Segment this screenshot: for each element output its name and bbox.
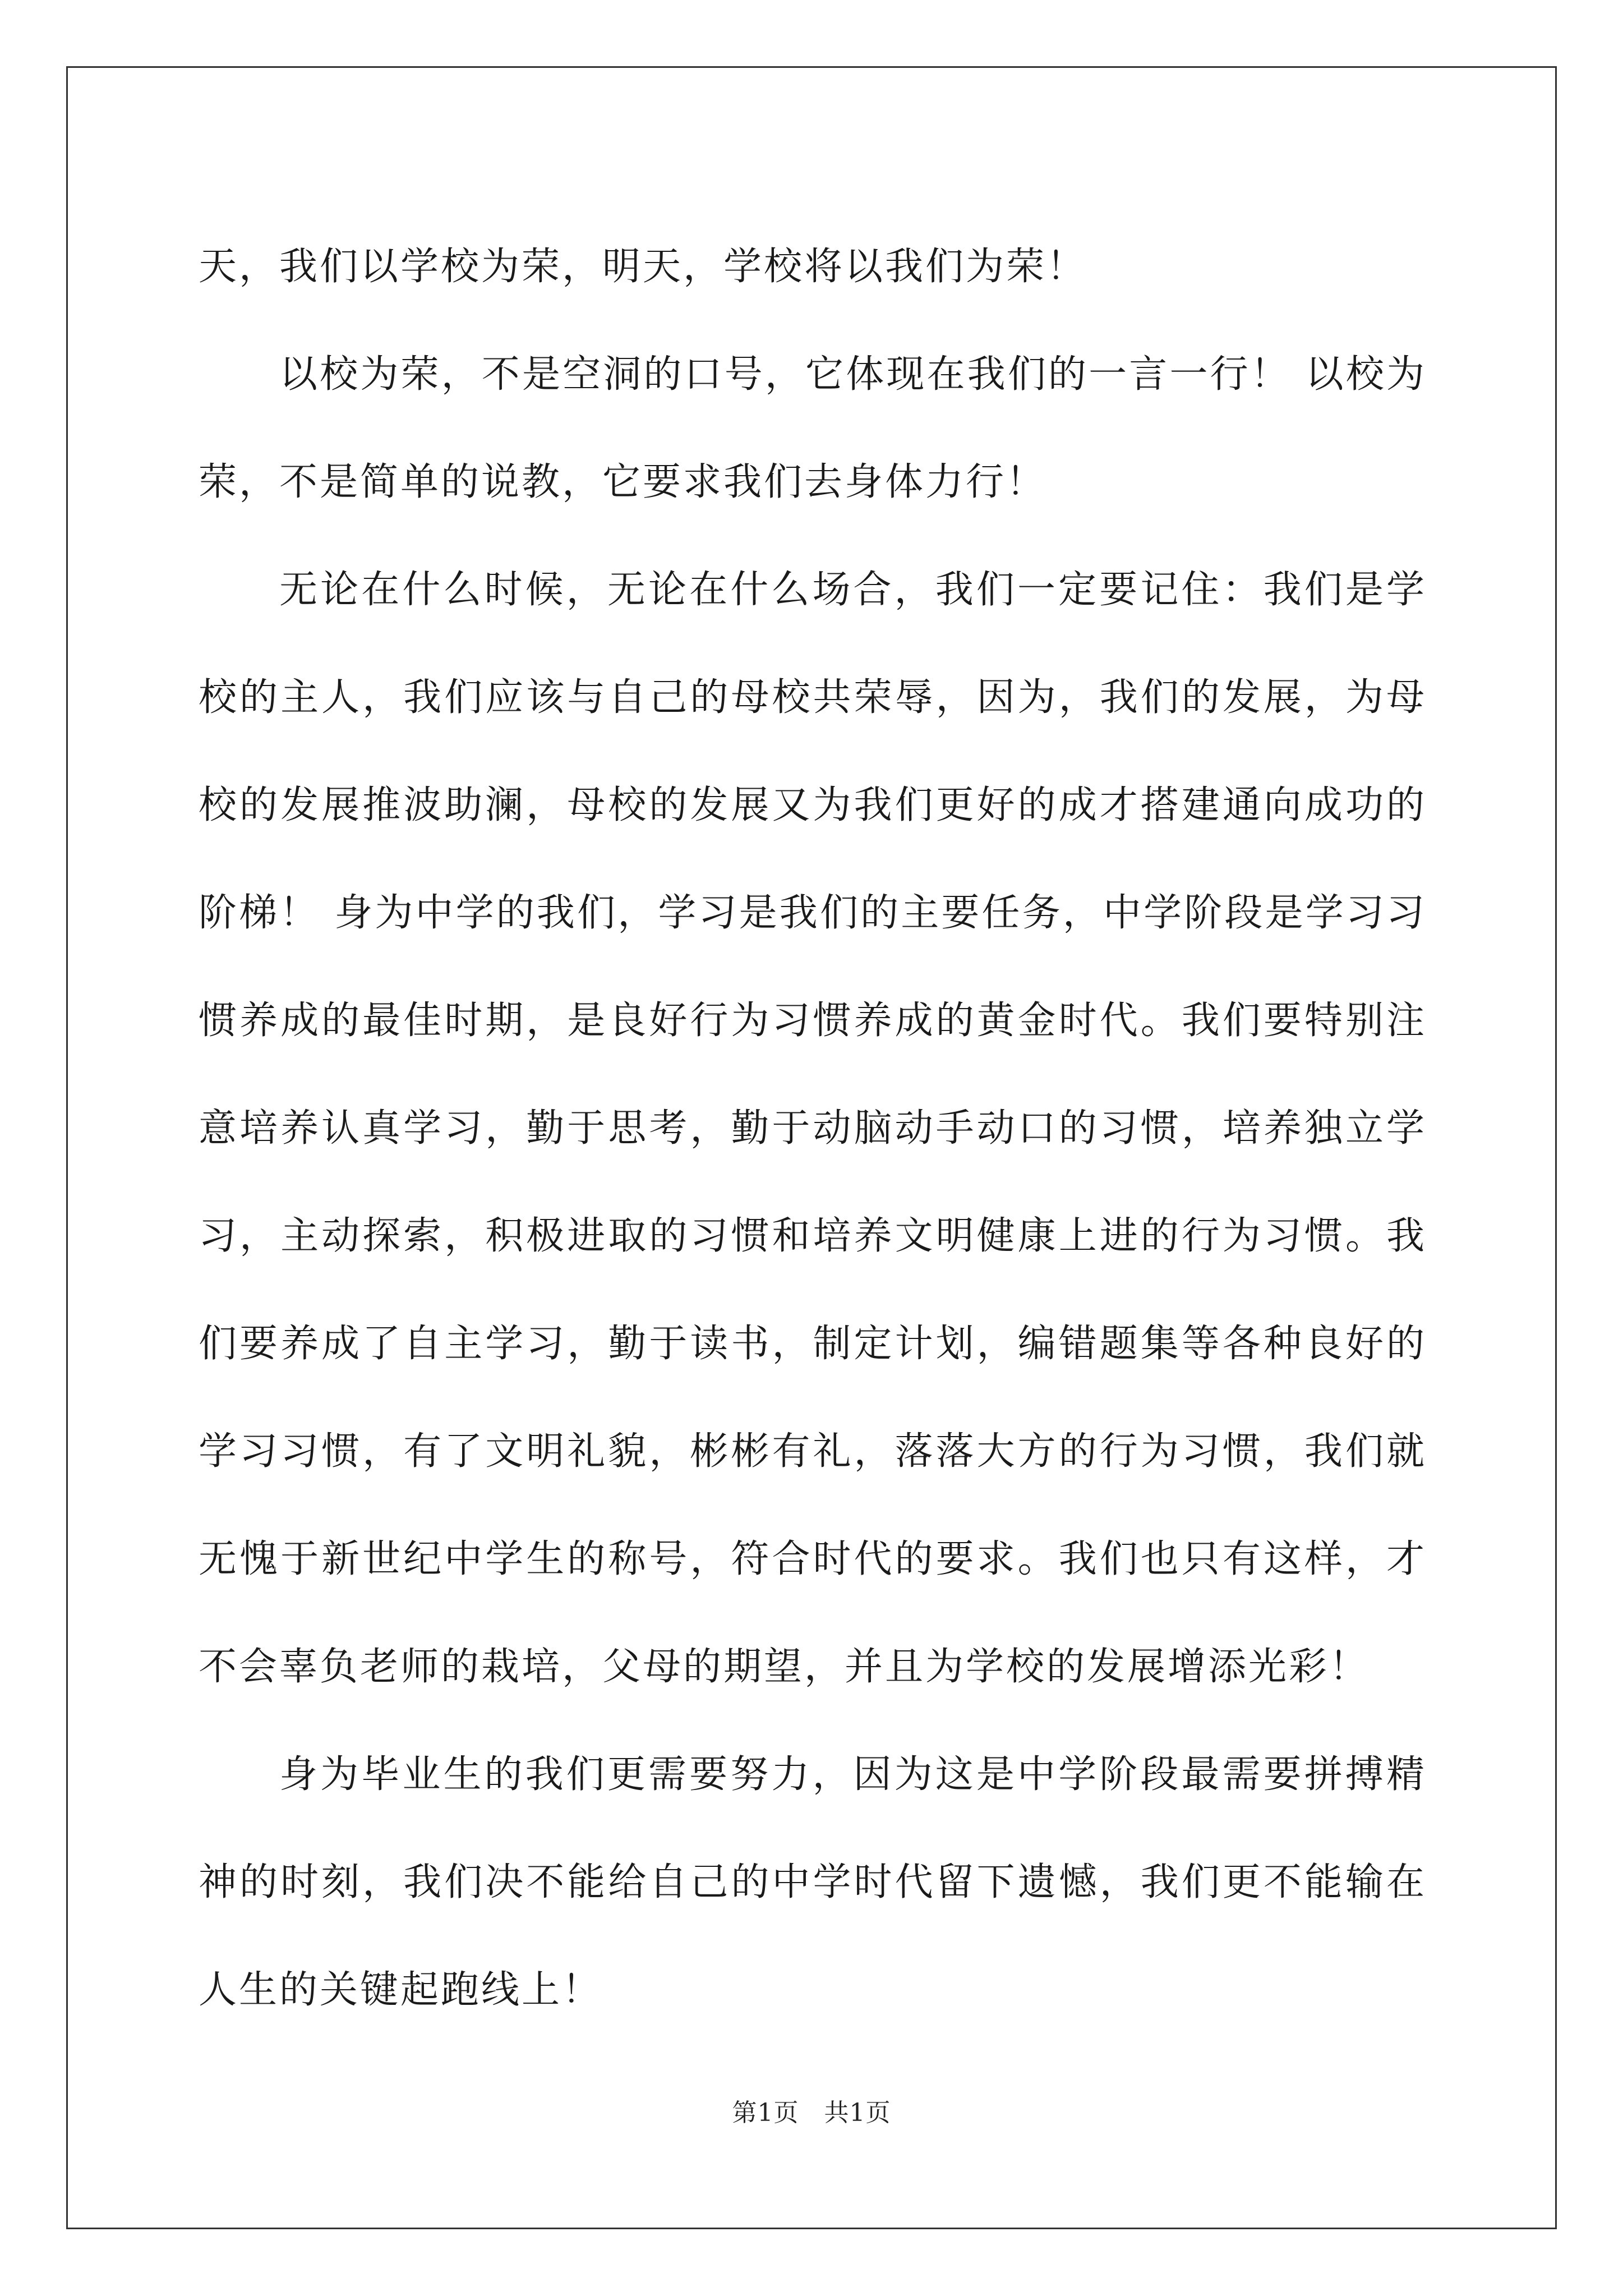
paragraph-continuation: 天，我们以学校为荣，明天，学校将以我们为荣！ — [199, 245, 1087, 289]
page-footer — [0, 2092, 1623, 2128]
paragraph: 无论在什么时候，无论在什么场合，我们一定要记住：我们是学校的主人，我们应该与自己的母校共荣辱，因为，我们的发展，为母校的发展推波助澜，母校的发展又为我们更好的成才搭建通向成功的阶梯！ 身为中学的我们，学习是我们的主要任务，中学阶段是学习习惯养成的最佳时期，是良好行为习惯养成的黄金时代。我们要特别注意培养认真学习，勤于思考，勤于动脑动手动口的习惯，培养独立学习，主动探索，积极进取的习惯和培养文明健康上进的行为习惯。我们要养成了自主学习，勤于读书，制定计划，编错题集等各种良好的学习习惯，有了文明礼貌，彬彬有礼，落落大方的行为习惯，我们就无愧于新世纪中学生的称号，符合时代的要求。我们也只有这样，才不会辜负老师的栽培，父母的期望，并且为学校的发展增添光彩！ — [199, 568, 1427, 1689]
document-body — [199, 213, 1427, 2044]
paragraph: 身为毕业生的我们更需要努力，因为这是中学阶段最需要拼搏精神的时刻，我们决不能给自己的中学时代留下遗憾，我们更不能输在人生的关键起跑线上！ — [199, 1752, 1427, 2012]
paragraph: 以校为荣，不是空洞的口号，它体现在我们的一言一行！ 以校为荣，不是简单的说教，它要求我们去身体力行！ — [199, 352, 1427, 504]
page-number: 第1页 — [732, 2099, 799, 2127]
total-pages: 共1页 — [824, 2099, 891, 2127]
footer-spacer — [799, 2099, 824, 2127]
